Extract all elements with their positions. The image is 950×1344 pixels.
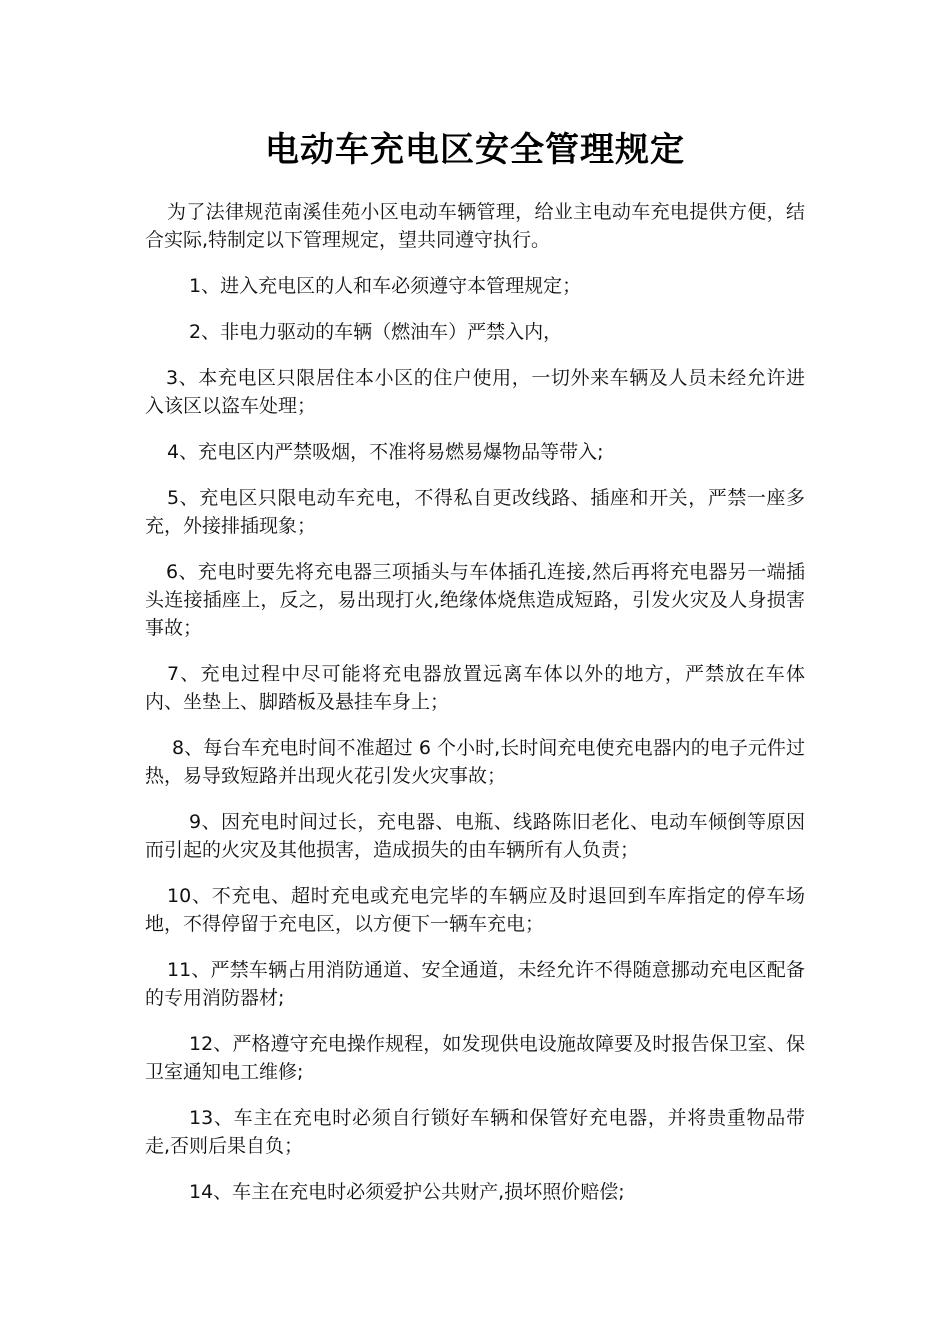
- rule-item-2: 2、非电力驱动的车辆（燃油车）严禁入内，: [189, 321, 563, 343]
- document-body: [145, 124, 805, 1224]
- rule-item-1: 1、进入充电区的人和车必须遵守本管理规定；: [189, 275, 582, 297]
- intro-paragraph: 为了法律规范南溪佳苑小区电动车辆管理，给业主电动车充电提供方便，结合实际,特制定以下管理规定，望共同遵守执行。: [145, 201, 805, 251]
- rule-item-12: 12、严格遵守充电操作规程，如发现供电设施故障要及时报告保卫室、保卫室通知电工维修;: [145, 1033, 805, 1083]
- rule-item-7: 7、充电过程中尽可能将充电器放置远离车体以外的地方，严禁放在车体内、坐垫上、脚踏板及悬挂车身上；: [145, 663, 805, 713]
- rule-item-8: 8、每台车充电时间不准超过 6 个小时,长时间充电使充电器内的电子元件过热，易导致短路并出现火花引发火灾事故；: [145, 737, 805, 787]
- rule-item-9: 9、因充电时间过长，充电器、电瓶、线路陈旧老化、电动车倾倒等原因而引起的火灾及其他损害，造成损失的由车辆所有人负责；: [145, 811, 805, 861]
- rule-item-14: 14、车主在充电时必须爱护公共财产,损坏照价赔偿;: [189, 1181, 625, 1203]
- rule-item-5: 5、充电区只限电动车充电，不得私自更改线路、插座和开关，严禁一座多充，外接排插现象；: [145, 487, 805, 537]
- rule-item-3: 3、本充电区只限居住本小区的住户使用，一切外来车辆及人员未经允许进入该区以盗车处理；: [145, 367, 805, 417]
- document-title: 电动车充电区安全管理规定: [265, 130, 685, 170]
- rule-item-11: 11、严禁车辆占用消防通道、安全通道，未经允许不得随意挪动充电区配备的专用消防器材;: [145, 959, 805, 1009]
- rule-item-13: 13、车主在充电时必须自行锁好车辆和保管好充电器，并将贵重物品带走,否则后果自负；: [145, 1107, 805, 1157]
- rule-item-10: 10、不充电、超时充电或充电完毕的车辆应及时退回到车库指定的停车场地，不得停留于充电区，以方便下一辆车充电；: [145, 885, 805, 935]
- rule-item-6: 6、充电时要先将充电器三项插头与车体插孔连接,然后再将充电器另一端插头连接插座上，反之，易出现打火,绝缘体烧焦造成短路，引发火灾及人身损害事故；: [145, 561, 805, 639]
- rule-item-4: 4、充电区内严禁吸烟，不准将易燃易爆物品等带入;: [167, 441, 604, 463]
